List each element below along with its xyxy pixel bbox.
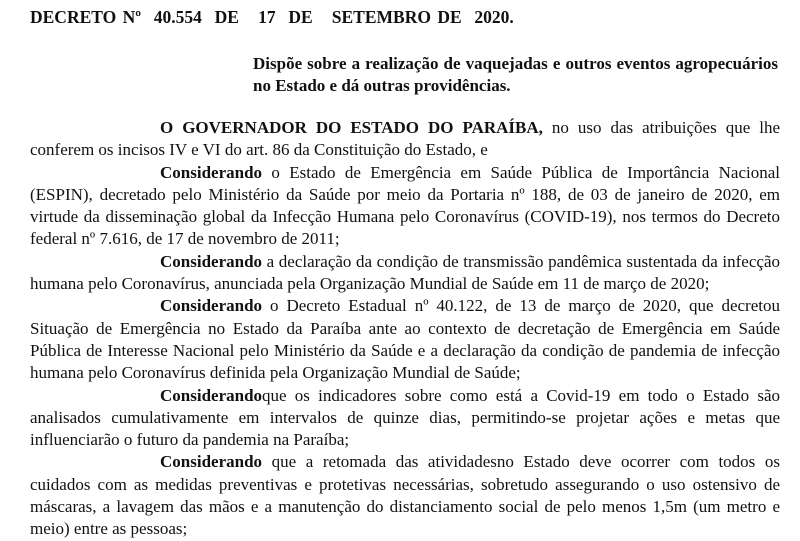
considerando-keyword: Considerando	[160, 452, 263, 472]
considerando-paragraph	[30, 162, 780, 251]
considerando-keyword: Considerando	[160, 251, 263, 271]
considerando-paragraph	[30, 295, 780, 384]
considerando-text: que os indicadores sobre como está a Covid-19 em todo o Estado são analisados cumulativamente em intervalos de quinze dias, permitindo-se projetar ações e metas que influenciarão o futuro da pandemia na Paraíba;	[30, 385, 780, 450]
considerando-keyword: Considerando	[160, 296, 263, 316]
considerando-paragraph	[30, 251, 780, 296]
considerando-text: o Estado de Emergência em Saúde Pública de Importância Nacional (ESPIN), decretado pelo Ministério da Saúde por meio da Portaria nº 188, de 03 de janeiro de 2020, em virtude da disseminação global da Infecção Humana pelo Coronavírus (COVID-19), nos termos do Decreto federal nº 7.616, de 17 de novembro de 2011;	[30, 162, 780, 249]
decree-title: DECRETO Nº 40.554 DE 17 DE SETEMBRO DE 2020.	[30, 7, 514, 27]
considerando-paragraph	[30, 385, 780, 452]
considerando-text: a declaração da condição de transmissão pandêmica sustentada da infecção humana pelo Coronavírus, anunciada pela Organização Mundial de Saúde em 11 de março de 2020;	[30, 251, 780, 294]
governor-authority: O GOVERNADOR DO ESTADO DO PARAÍBA,	[160, 118, 543, 137]
considerando-paragraph	[30, 451, 780, 540]
decree-body	[30, 117, 780, 541]
preamble-text: no uso das atribuições que lhe conferem os incisos IV e VI do art. 86 da Constituição do Estado, e	[30, 118, 780, 160]
considerando-text: que a retomada das atividadesno Estado deve ocorrer com todos os cuidados com as medidas preventivas e protetivas necessárias, sobretudo assegurando o uso ostensivo de máscaras, a lavagem das mãos e a manutenção do distanciamento social de pelo menos 1,5m (um metro e meio) entre as pessoas;	[30, 452, 780, 539]
decree-ementa: Dispõe sobre a realização de vaquejadas e outros eventos agropecuários no Estado e dá outras providências.	[253, 54, 778, 95]
considerando-keyword: Considerando	[160, 385, 263, 405]
considerando-text: o Decreto Estadual nº 40.122, de 13 de março de 2020, que decretou Situação de Emergência no Estado da Paraíba ante ao contexto de decretação de Emergência em Saúde Pública de Interesse Nacional pelo Ministério da Saúde e a declaração da condição de pandemia de infecção humana pelo Coronavírus definida pela Organização Mundial de Saúde;	[30, 296, 780, 383]
preamble-paragraph	[30, 117, 780, 162]
considerando-keyword: Considerando	[160, 162, 263, 182]
